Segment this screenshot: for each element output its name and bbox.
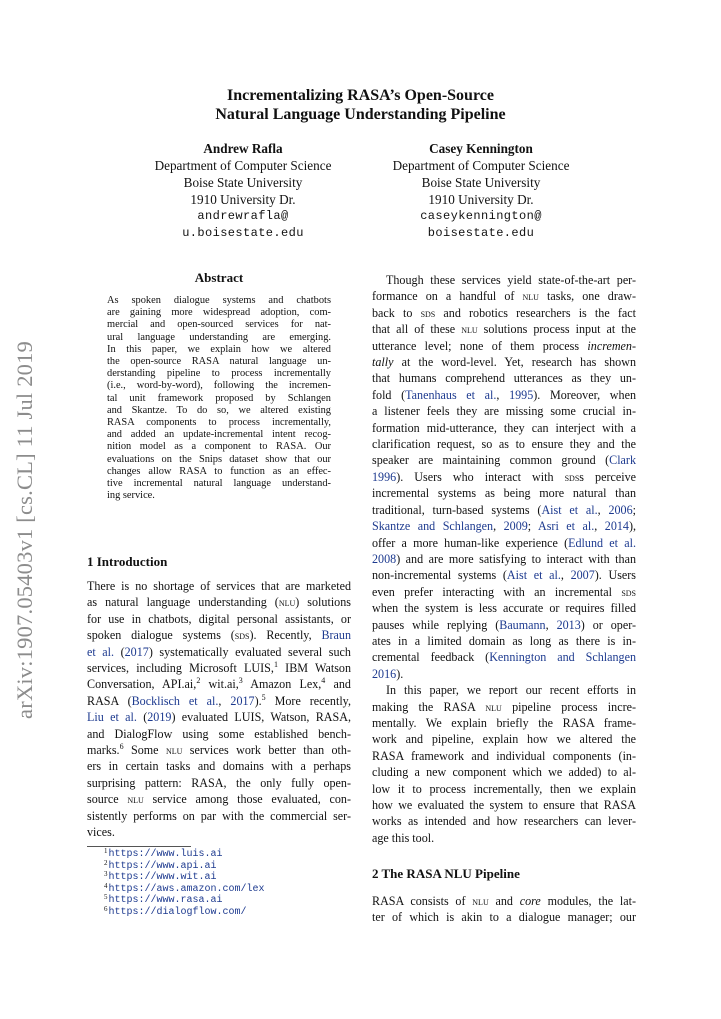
footnote-ref[interactable]: 2 xyxy=(196,676,201,686)
text-line: and DialogFlow using some established bench- xyxy=(87,726,351,741)
text-line: work and pipeline, explain how we altered the xyxy=(372,732,636,747)
text-line: marks.$^6$ Some nlu services work better than oth- xyxy=(87,742,351,758)
citation-link[interactable]: Aist et al. xyxy=(506,568,561,583)
footnotes xyxy=(104,849,265,919)
text-line: non-incremental systems (Aist et al., 2007). Users xyxy=(372,568,637,583)
footnote-ref[interactable]: 1 xyxy=(273,660,278,669)
text-line: that humans comprehend utterances as they un- xyxy=(372,371,636,386)
text-line: incremental systems as being more natural than xyxy=(372,486,636,501)
section-heading-introduction: 1 Introduction xyxy=(87,554,168,569)
abstract-line: ural language understanding are emerging. xyxy=(107,331,331,343)
author-address: 1910 University Dr. xyxy=(190,192,296,207)
citation-link[interactable]: Braun xyxy=(321,628,351,643)
text-line: ers in certain tasks and domains with a perhaps xyxy=(87,759,351,774)
citation-link[interactable]: Bocklisch et al. xyxy=(131,693,219,708)
citation-link[interactable]: 2016 xyxy=(372,666,397,681)
text-line: formation mid-utterance, they can interject with a xyxy=(372,420,636,435)
footnote-url[interactable]: https://www.wit.ai xyxy=(108,872,217,884)
text-line: ter of which is akin to a dialogue manager; our xyxy=(372,910,636,925)
citation-link[interactable]: 2006 xyxy=(608,502,633,517)
footnote-item: $^2$https://www.api.ai xyxy=(104,858,217,872)
author-university: Boise State University xyxy=(183,175,303,190)
text-line: pauses while replying (Baumann, 2013) or oper- xyxy=(372,617,637,632)
citation-link[interactable]: 2017 xyxy=(230,693,255,708)
text-line: spoken dialogue systems (sds). Recently, Braun xyxy=(87,628,351,643)
section-heading-rasa-pipeline: 2 The RASA NLU Pipeline xyxy=(372,866,520,881)
text-line: RASA consists of nlu and core modules, the lat- xyxy=(372,894,637,908)
author-block-1 xyxy=(140,140,346,242)
text-line: vices. xyxy=(87,825,115,840)
abstract-line: and Skantze. To do so, we altered existing xyxy=(107,404,331,416)
text-line: fold (Tanenhaus et al., 1995). Moreover, when xyxy=(372,387,636,402)
text-line: formance on a handful of nlu tasks, one draw- xyxy=(372,289,636,304)
text-line: There is no shortage of services that are marketed xyxy=(87,579,351,593)
footnote-ref[interactable]: 5 xyxy=(261,692,266,702)
text-line: cluding a new component which we added) to al- xyxy=(372,765,636,780)
abstract-line: tal unit framework proposed by Schlangen xyxy=(107,392,331,404)
author-block-2 xyxy=(378,140,584,242)
text-line: source nlu service among those evaluated, con- xyxy=(87,792,351,807)
text-line: RASA (Bocklisch et al., 2017).$^5$ More recently, xyxy=(87,692,351,708)
abstract-line: nition model as a component to RASA. Our xyxy=(107,441,331,453)
abstract-line: As spoken dialogue systems and chatbots xyxy=(107,295,331,306)
abstract-line: RASA components to process incrementally, xyxy=(107,417,331,429)
abstract-line: derstanding pipeline to process incrementally xyxy=(107,368,331,380)
text-line: making the RASA nlu pipeline process incre- xyxy=(372,699,637,714)
abstract-line: and added an update-incremental intent recog- xyxy=(107,429,331,441)
citation-link[interactable]: 2008 xyxy=(372,551,397,566)
text-line: Though these services yield state-of-the-art per- xyxy=(386,273,636,287)
citation-link[interactable]: 1995 xyxy=(509,387,534,402)
footnote-ref[interactable]: 4 xyxy=(321,676,326,686)
arxiv-stamp: arXiv:1907.05403v1 [cs.CL] 11 Jul 2019 xyxy=(12,341,37,719)
text-line: a listener feels they are missing some crucial in- xyxy=(372,404,636,419)
footnote-ref[interactable]: 3 xyxy=(238,676,243,686)
text-line: for use in chatbots, digital personal assistants, or xyxy=(87,611,351,626)
text-line: even prefer interacting with an incremental sds xyxy=(372,584,636,599)
abstract-line: In this paper, we explain how we altered xyxy=(107,343,331,355)
abstract-line: mercial and open-sourced services for nat- xyxy=(107,319,331,331)
footnote-item: $^5$https://www.rasa.ai xyxy=(104,893,223,907)
text-line: sistently performs on par with the commercial ser- xyxy=(87,808,351,823)
text-line: 2016). xyxy=(372,666,404,681)
text-line: In this paper, we report our recent efforts in xyxy=(386,683,636,698)
footnote-url[interactable]: https://dialogflow.com/ xyxy=(108,906,247,918)
text-line: that all of these nlu solutions process input at the xyxy=(372,322,636,337)
text-line: 1996). Users who interact with sdss perceive xyxy=(372,469,637,484)
citation-link[interactable]: et al. xyxy=(87,644,115,659)
footnote-item: $^4$https://aws.amazon.com/lex xyxy=(104,881,265,895)
abstract-line: the open-source RASA natural language un- xyxy=(107,356,331,368)
abstract-body xyxy=(107,295,331,502)
citation-link[interactable]: Aist et al. xyxy=(541,502,598,517)
author-dept: Department of Computer Science xyxy=(392,158,570,173)
abstract-line: ing service. xyxy=(107,490,155,502)
text-line: Conversation, API.ai,$^2$ wit.ai,$^3$ Amazon Lex,$^4$ and xyxy=(87,676,351,692)
citation-link[interactable]: Skantze and Schlangen xyxy=(372,519,494,534)
footnote-url[interactable]: https://www.api.ai xyxy=(108,860,217,872)
text-line: mentally. We explain briefly the RASA frame- xyxy=(372,715,636,730)
citation-link[interactable]: 2007 xyxy=(570,568,595,583)
title-line-2: Natural Language Understanding Pipeline xyxy=(215,106,506,123)
citation-link[interactable]: Asri et al. xyxy=(537,519,595,534)
text-line: Liu et al. (2019) evaluated LUIS, Watson, RASA, xyxy=(87,710,351,725)
citation-link[interactable]: 2013 xyxy=(556,617,581,632)
citation-link[interactable]: Tanenhaus et al. xyxy=(405,387,497,402)
author-email-2: u.boisestate.edu xyxy=(182,226,304,240)
author-address: 1910 University Dr. xyxy=(428,192,534,207)
citation-link[interactable]: 2009 xyxy=(503,519,528,534)
citation-link[interactable]: Clark xyxy=(609,453,636,468)
text-line: clarification request, so as to ensure they and the xyxy=(372,437,636,452)
abstract-heading: Abstract xyxy=(194,270,244,285)
text-line: surprising pattern: RASA, the only fully open- xyxy=(87,775,351,790)
text-line: Skantze and Schlangen, 2009; Asri et al., 2014), xyxy=(372,519,637,534)
text-line: ates in a limited domain as long as there is in- xyxy=(372,633,636,648)
citation-link[interactable]: 2014 xyxy=(604,519,629,534)
abstract-line: tive incremental natural language understand- xyxy=(107,478,331,490)
author-university: Boise State University xyxy=(421,175,541,190)
text-line: when the system is less accurate or requires filled xyxy=(372,601,636,616)
text-line: services, including Microsoft LUIS,$^1$ IBM Watson xyxy=(87,660,351,676)
author-email-1: caseykennington@ xyxy=(420,209,542,223)
text-line: back to sds and robotics researchers is the fact xyxy=(372,305,636,320)
abstract-line: evaluations on the Snips dataset show that our xyxy=(107,453,331,465)
text-line: low it to process incrementally, then we explain xyxy=(372,781,636,796)
text-line: et al. (2017) systematically evaluated several such xyxy=(87,644,351,659)
author-name: Casey Kennington xyxy=(429,141,533,156)
footnote-rule xyxy=(87,846,191,847)
abstract-line: changes allow RASA to function as an effec- xyxy=(107,465,331,477)
footnote-url[interactable]: https://aws.amazon.com/lex xyxy=(108,883,265,895)
text-line: how we evaluated the system to ensure that RASA xyxy=(372,798,636,812)
author-name: Andrew Rafla xyxy=(203,141,283,156)
footnote-item: $^1$https://www.luis.ai xyxy=(104,847,223,860)
abstract-line: are gaining more widespread adoption, com- xyxy=(107,307,331,319)
footnote-item: $^6$https://dialogflow.com/ xyxy=(104,904,247,918)
citation-link[interactable]: 2017 xyxy=(124,644,149,659)
citation-link[interactable]: 2019 xyxy=(147,710,172,725)
right-column-text xyxy=(372,272,636,846)
rasa-section-text xyxy=(372,893,636,926)
citation-link[interactable]: Liu et al. xyxy=(87,710,137,725)
paper-title xyxy=(0,86,721,124)
citation-link[interactable]: Edlund et al. xyxy=(568,535,636,550)
citation-link[interactable]: Baumann xyxy=(499,617,546,632)
footnote-url[interactable]: https://www.rasa.ai xyxy=(108,895,223,907)
author-email-2: boisestate.edu xyxy=(427,226,535,240)
introduction-text xyxy=(87,578,351,841)
author-email-1: andrewrafla@ xyxy=(197,209,289,223)
text-line: works as intended and how researchers can lever- xyxy=(372,814,636,829)
text-line: speaker are maintaining common ground (Clark xyxy=(372,453,636,468)
text-line: cremental feedback (Kennington and Schlangen xyxy=(372,650,636,665)
text-line: age this tool. xyxy=(372,830,435,845)
title-line-1: Incrementalizing RASA’s Open-Source xyxy=(227,87,494,104)
text-line: utterance level; none of them process incremen- xyxy=(372,338,636,353)
text-line: as natural language understanding (nlu) solutions xyxy=(87,595,351,610)
text-line: RASA framework and individual components (in- xyxy=(372,748,636,763)
text-line: traditional, turn-based systems (Aist et al., 2006; xyxy=(372,502,637,517)
citation-link[interactable]: 1996 xyxy=(372,469,397,484)
footnote-ref[interactable]: 6 xyxy=(119,742,124,752)
author-dept: Department of Computer Science xyxy=(154,158,332,173)
text-line: offer a more human-like experience (Edlund et al. xyxy=(372,535,636,550)
text-line: tally at the word-level. Yet, research has shown xyxy=(372,355,636,370)
footnote-url[interactable]: https://www.luis.ai xyxy=(108,849,223,860)
footnote-item: $^3$https://www.wit.ai xyxy=(104,870,217,884)
abstract-line: (i.e., word-by-word), following the incremen- xyxy=(107,380,331,392)
text-line: 2008) and are more satisfying to interact with than xyxy=(372,551,636,566)
citation-link[interactable]: Kennington and Schlangen xyxy=(489,650,636,665)
